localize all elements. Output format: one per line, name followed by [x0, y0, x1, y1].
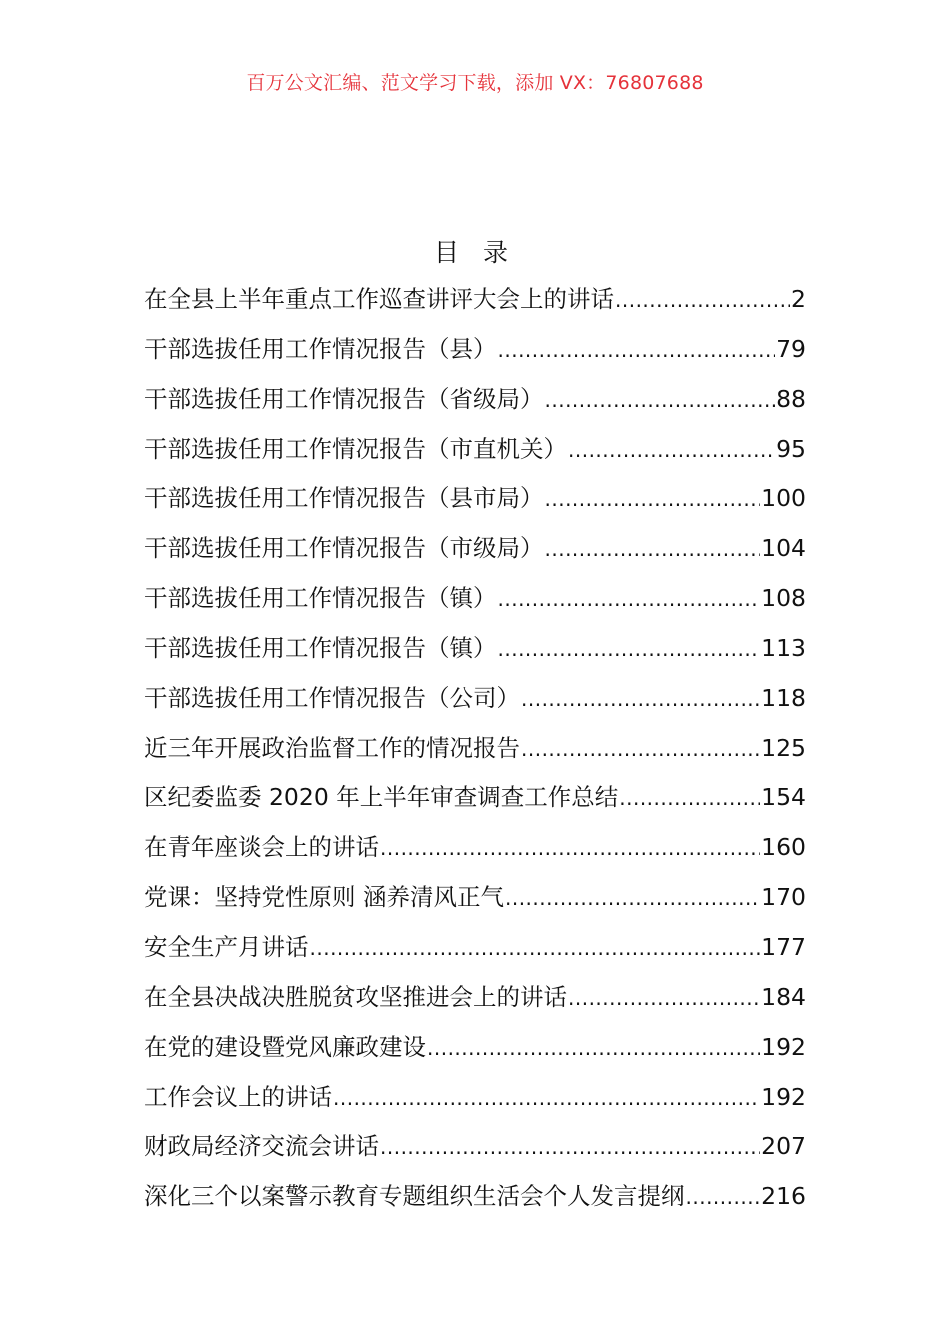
toc-entry-page: 170 — [761, 883, 806, 912]
table-of-contents — [144, 280, 806, 1227]
toc-entry-title: 区纪委监委 2020 年上半年审查调查工作总结 — [144, 783, 619, 812]
dot-leader — [498, 338, 776, 362]
toc-entry-title: 在青年座谈会上的讲话 — [144, 833, 379, 862]
toc-entry[interactable] — [144, 928, 806, 978]
toc-entry-title: 财政局经济交流会讲话 — [144, 1132, 379, 1161]
toc-entry[interactable] — [144, 1078, 806, 1128]
toc-entry[interactable] — [144, 529, 806, 579]
toc-entry-title: 干部选拔任用工作情况报告（市级局） — [144, 534, 544, 563]
toc-entry[interactable] — [144, 430, 806, 480]
toc-entry-page: 95 — [776, 434, 806, 463]
toc-entry[interactable] — [144, 679, 806, 729]
toc-entry-title: 干部选拔任用工作情况报告（镇） — [144, 584, 497, 613]
toc-entry[interactable] — [144, 479, 806, 529]
dot-leader — [380, 1135, 760, 1159]
toc-entry-page: 160 — [761, 833, 806, 862]
toc-entry[interactable] — [144, 828, 806, 878]
toc-entry[interactable] — [144, 778, 806, 828]
toc-entry[interactable] — [144, 978, 806, 1028]
toc-entry[interactable] — [144, 1177, 806, 1227]
toc-entry-title: 工作会议上的讲话 — [144, 1082, 332, 1111]
toc-entry-page: 207 — [761, 1132, 806, 1161]
dot-leader — [333, 1086, 760, 1110]
toc-entry-title: 干部选拔任用工作情况报告（省级局） — [144, 384, 544, 413]
toc-entry-page: 154 — [761, 783, 806, 812]
toc-entry-page: 108 — [761, 584, 806, 613]
toc-entry[interactable] — [144, 380, 806, 430]
toc-entry[interactable] — [144, 1127, 806, 1177]
toc-entry[interactable] — [144, 579, 806, 629]
toc-entry-title: 干部选拔任用工作情况报告（县市局） — [144, 484, 544, 513]
toc-title: 目 录 — [434, 238, 516, 267]
dot-leader — [427, 1036, 760, 1060]
toc-entry-title: 深化三个以案警示教育专题组织生活会个人发言提纲 — [144, 1182, 685, 1211]
toc-entry-title: 干部选拔任用工作情况报告（县） — [144, 334, 497, 363]
toc-entry[interactable] — [144, 629, 806, 679]
toc-entry-page: 88 — [776, 384, 806, 413]
dot-leader — [615, 288, 790, 312]
toc-entry-page: 100 — [761, 484, 806, 513]
toc-entry-title: 在党的建设暨党风廉政建设 — [144, 1032, 426, 1061]
toc-entry[interactable] — [144, 280, 806, 330]
dot-leader — [619, 786, 760, 810]
toc-entry[interactable] — [144, 330, 806, 380]
dot-leader — [521, 687, 760, 711]
toc-entry-title: 干部选拔任用工作情况报告（公司） — [144, 683, 520, 712]
toc-entry-page: 192 — [761, 1032, 806, 1061]
toc-entry-page: 118 — [761, 683, 806, 712]
toc-entry-title: 安全生产月讲话 — [144, 932, 309, 961]
dot-leader — [686, 1185, 761, 1209]
dot-leader — [545, 487, 761, 511]
toc-entry-page: 192 — [761, 1082, 806, 1111]
dot-leader — [498, 637, 761, 661]
dot-leader — [545, 388, 776, 412]
toc-entry-title: 党课：坚持党性原则 涵养清风正气 — [144, 883, 504, 912]
dot-leader — [505, 886, 760, 910]
toc-entry-page: 2 — [791, 285, 806, 313]
dot-leader — [568, 986, 760, 1010]
toc-entry-title: 干部选拔任用工作情况报告（市直机关） — [144, 434, 567, 463]
toc-entry-page: 79 — [776, 334, 806, 363]
dot-leader — [498, 587, 761, 611]
toc-entry-title: 在全县决战决胜脱贫攻坚推进会上的讲话 — [144, 982, 567, 1011]
watermark-header: 百万公文汇编、范文学习下载，添加 VX：76807688 — [246, 72, 704, 94]
toc-entry-page: 125 — [761, 733, 806, 762]
toc-entry-page: 184 — [761, 982, 806, 1011]
toc-entry-page: 113 — [761, 633, 806, 662]
dot-leader — [568, 438, 775, 462]
toc-entry-page: 177 — [761, 932, 806, 961]
dot-leader — [310, 936, 761, 960]
dot-leader — [521, 737, 760, 761]
toc-entry[interactable] — [144, 878, 806, 928]
dot-leader — [380, 836, 760, 860]
toc-entry[interactable] — [144, 729, 806, 779]
toc-entry-title: 干部选拔任用工作情况报告（镇） — [144, 633, 497, 662]
toc-entry-title: 近三年开展政治监督工作的情况报告 — [144, 733, 520, 762]
toc-entry[interactable] — [144, 1028, 806, 1078]
dot-leader — [545, 537, 761, 561]
toc-entry-title: 在全县上半年重点工作巡查讲评大会上的讲话 — [144, 285, 614, 313]
toc-entry-page: 104 — [761, 534, 806, 563]
toc-entry-page: 216 — [761, 1182, 806, 1211]
